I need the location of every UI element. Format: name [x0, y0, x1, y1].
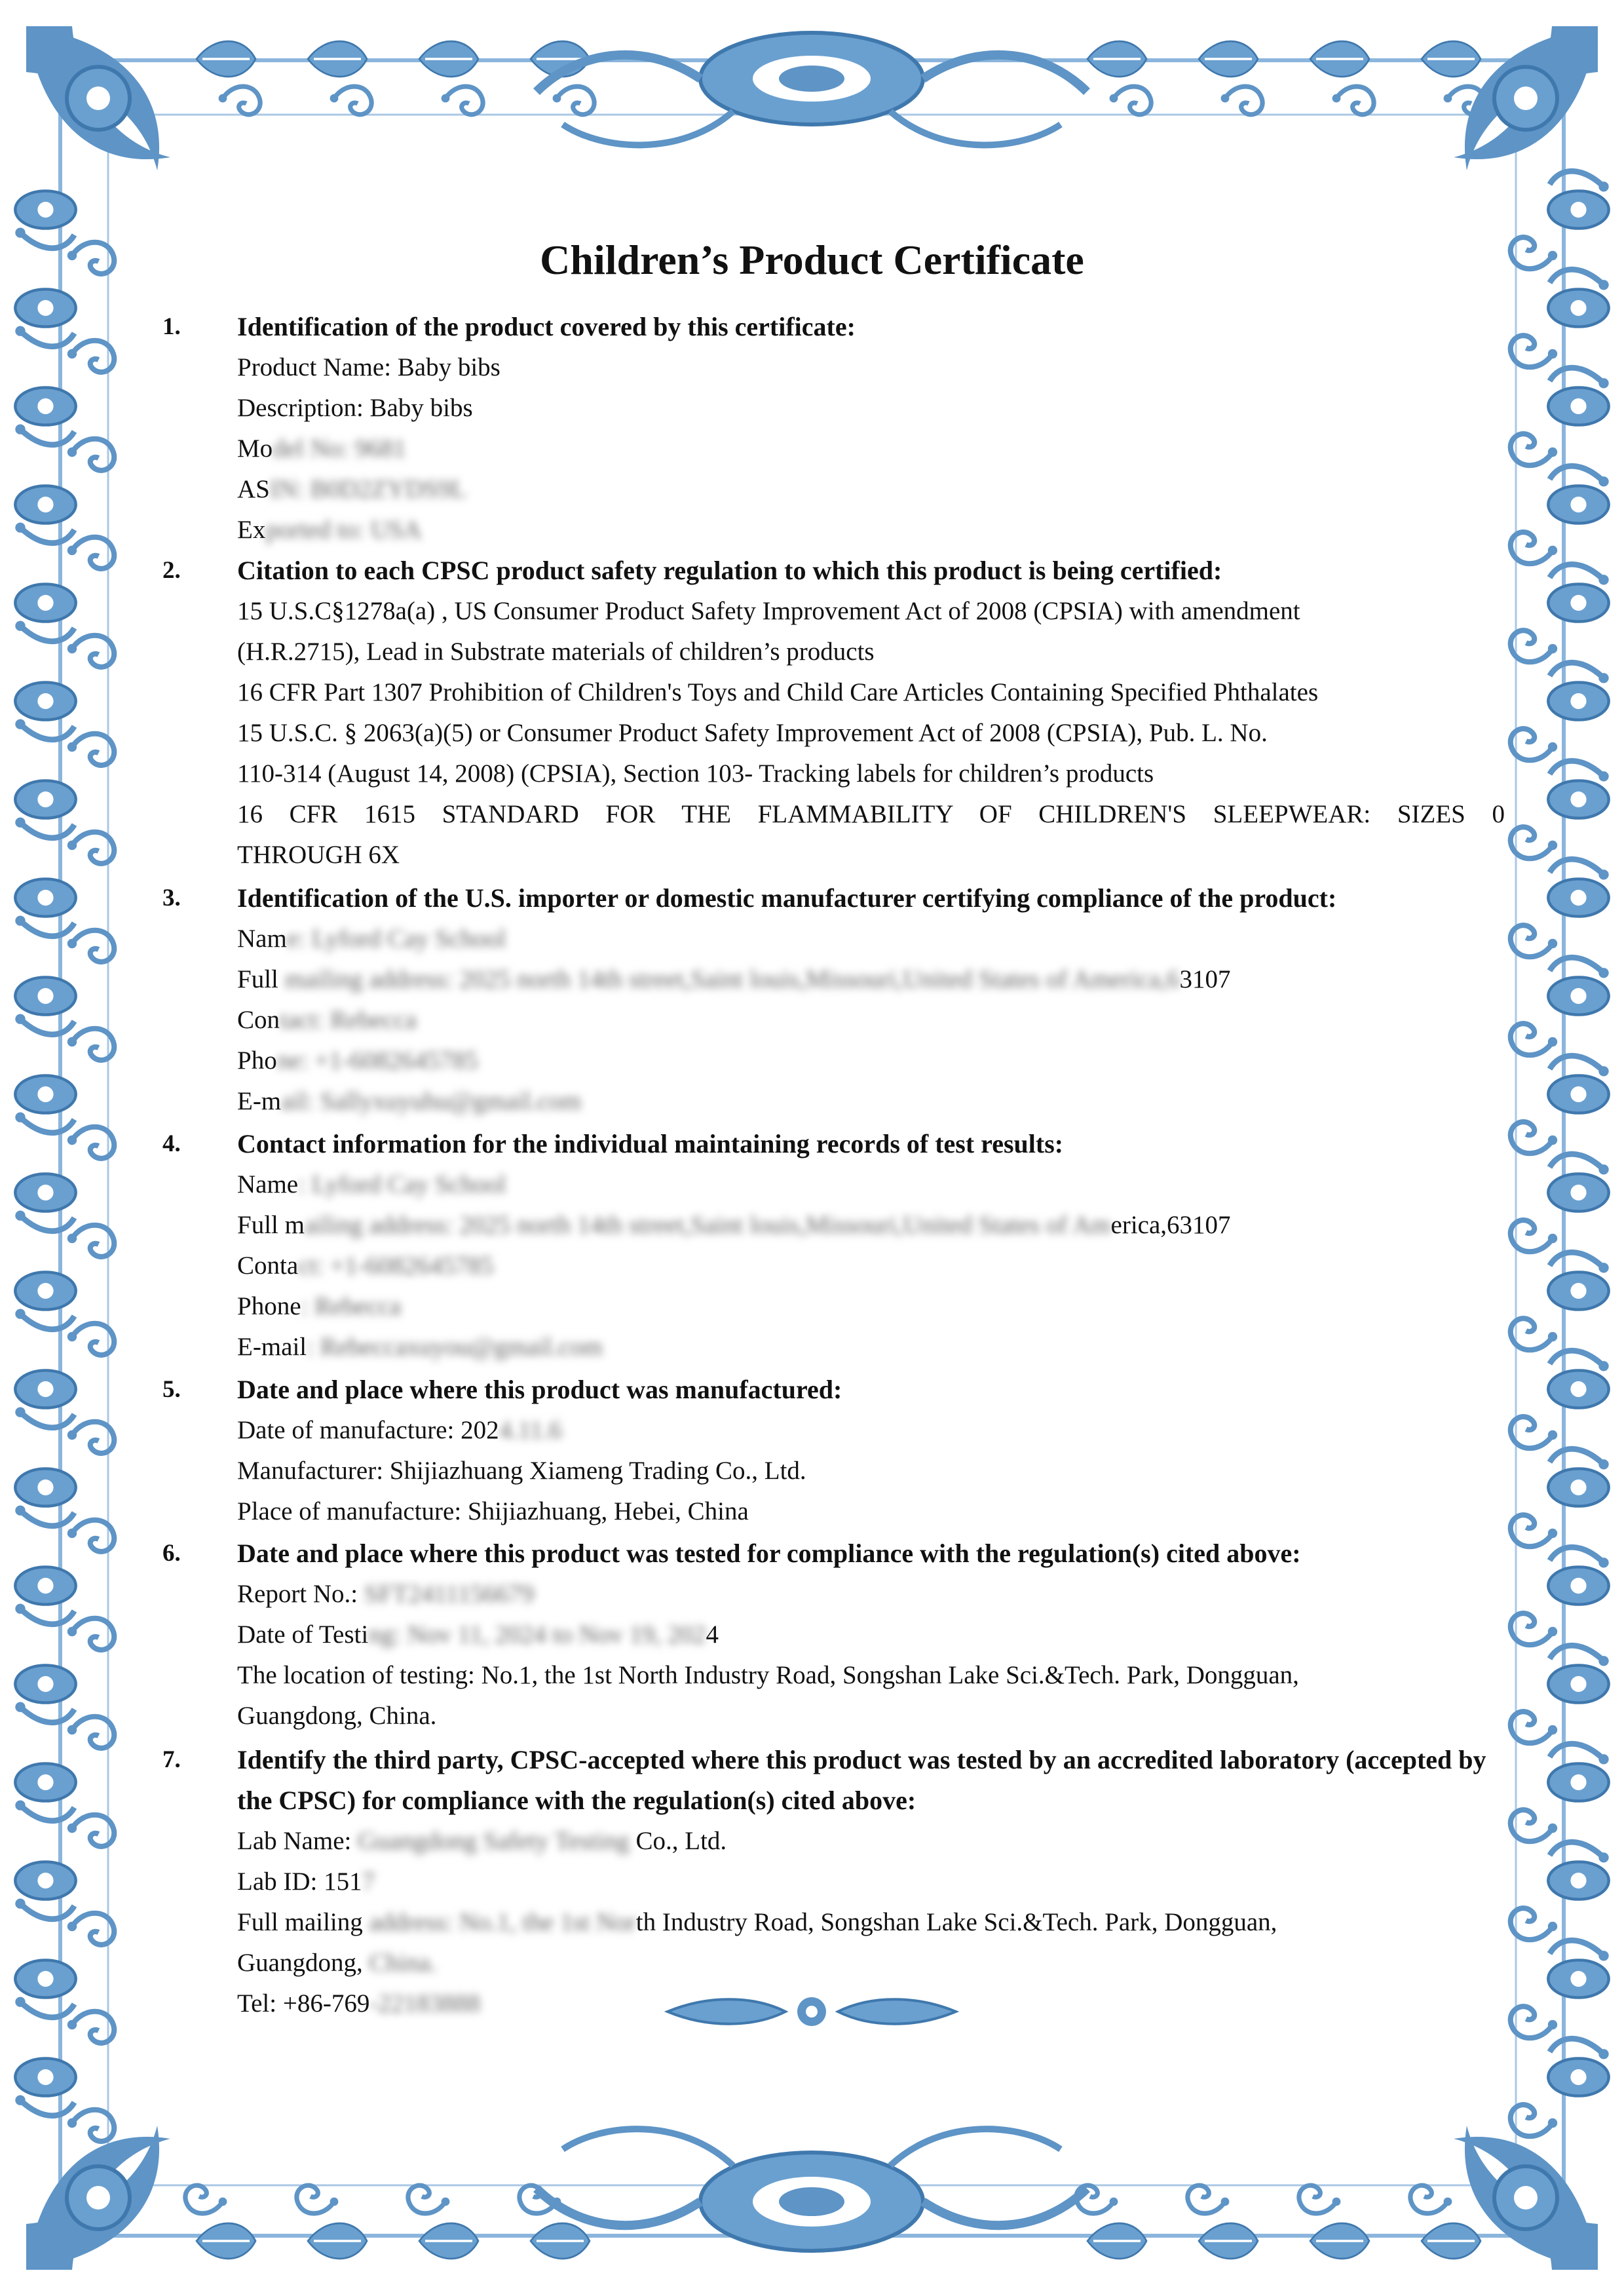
section-line	[237, 429, 1505, 469]
section-line	[237, 632, 1505, 672]
section-line	[237, 1655, 1505, 1696]
line-text: 16 CFR 1615 STANDARD FOR THE FLAMMABILITY OF CHILDREN'S SLEEPWEAR: SIZES 0	[237, 800, 1505, 828]
section-line	[237, 1327, 1505, 1368]
line-text-after: th Industry Road, Songshan Lake Sci.&Tech. Park, Dongguan,	[635, 1908, 1277, 1936]
section-line	[237, 919, 1505, 959]
line-text: E-mail	[237, 1333, 307, 1361]
section-line	[237, 959, 1505, 1000]
line-text: Manufacturer: Shijiazhuang Xiameng Trading Co., Ltd.	[237, 1457, 806, 1485]
redacted-text: e: Lyford Cay School	[286, 925, 506, 953]
line-text: 16 CFR Part 1307 Prohibition of Children's Toys and Child Care Articles Containing Specified Phthalates	[237, 678, 1319, 706]
line-text: Pho	[237, 1046, 277, 1075]
line-text: The location of testing: No.1, the 1st North Industry Road, Songshan Lake Sci.&Tech. Park, Dongguan,	[237, 1661, 1299, 1689]
section-line	[237, 1943, 1505, 1983]
section-line	[237, 1491, 1505, 1532]
redacted-text: -22183888	[369, 1989, 481, 2018]
line-text: Conta	[237, 1252, 299, 1280]
section-line	[237, 794, 1505, 835]
line-text: Place of manufacture: Shijiazhuang, Hebei, China	[237, 1497, 749, 1525]
section-heading: Contact information for the individual maintaining records of test results:	[237, 1129, 1064, 1158]
section-heading: Date and place where this product was tested for compliance with the regulation(s) cited above:	[237, 1539, 1301, 1568]
section-heading: Citation to each CPSC product safety regulation to which this product is being certified:	[237, 556, 1222, 585]
section-line	[237, 1081, 1505, 1122]
section-line	[237, 1041, 1505, 1081]
redacted-text: ct: +1-6082645785	[298, 1252, 494, 1280]
section-line	[237, 1246, 1505, 1286]
section-line	[237, 713, 1505, 754]
line-text: 15 U.S.C§1278a(a) , US Consumer Product Safety Improvement Act of 2008 (CPSIA) with amendment	[237, 597, 1300, 625]
redacted-text: : Rebecca	[301, 1292, 402, 1320]
section-line	[237, 1574, 1505, 1615]
section-number: 4.	[162, 1130, 181, 1157]
redacted-text: ng: Nov 11, 2024 to Nov 19, 202	[368, 1620, 706, 1649]
redacted-text: ported to: USA	[265, 516, 422, 544]
line-text: Full m	[237, 1211, 305, 1239]
section-heading: Identify the third party, CPSC-accepted where this product was tested by an accredited laboratory (accepted by the CPSC) for compliance with the regulation(s) cited above:	[237, 1745, 1486, 1815]
line-text: Report No.:	[237, 1580, 364, 1608]
section-line	[237, 591, 1505, 632]
line-text: AS	[237, 475, 270, 503]
line-text: Guangdong, China.	[237, 1702, 437, 1730]
section-line	[237, 388, 1505, 429]
section-heading: Date and place where this product was manufactured:	[237, 1375, 842, 1404]
section-line	[237, 1862, 1505, 1902]
line-text-after: 4	[706, 1620, 719, 1649]
line-text: Phone	[237, 1292, 301, 1320]
redacted-text: China.	[369, 1949, 437, 1977]
line-text: (H.R.2715), Lead in Substrate materials of children’s products	[237, 638, 875, 666]
section-line	[237, 1410, 1505, 1451]
redacted-text: : Lyford Cay School	[298, 1170, 506, 1198]
redacted-text: Guangdong Safety Testing	[358, 1827, 630, 1855]
section-line	[237, 1902, 1505, 1943]
redacted-text: tact: Rebecca	[280, 1006, 417, 1034]
redacted-text: address: No.1, the 1st Nor	[369, 1908, 636, 1936]
section-line	[237, 1205, 1505, 1246]
line-text: Date of Testi	[237, 1620, 369, 1649]
line-text: Con	[237, 1006, 280, 1034]
line-text: Full mailing	[237, 1908, 369, 1936]
line-text: 110-314 (August 14, 2008) (CPSIA), Section 103- Tracking labels for children’s products	[237, 759, 1154, 788]
line-text-after: erica,63107	[1110, 1211, 1231, 1239]
section-line	[237, 1696, 1505, 1736]
line-text: Tel: +86-769	[237, 1989, 370, 2018]
section-line	[237, 347, 1505, 388]
section-line	[237, 1000, 1505, 1041]
redacted-text: ail: Sallyxuyuhu@gmail.com	[281, 1087, 582, 1115]
section-number: 1.	[162, 313, 181, 340]
section-line	[237, 835, 1505, 875]
redacted-text: 7	[362, 1867, 375, 1896]
section-line	[237, 754, 1505, 794]
section-line	[237, 1615, 1505, 1655]
section-heading: Identification of the product covered by this certificate:	[237, 312, 856, 341]
line-text-after: Co., Ltd.	[629, 1827, 727, 1855]
line-text: E-m	[237, 1087, 282, 1115]
redacted-text: ailing address: 2025 north 14th street,Saint louis,Missouri,United States of Am	[304, 1211, 1111, 1239]
section-line	[237, 1821, 1505, 1862]
line-text: Lab Name:	[237, 1827, 358, 1855]
line-text-after: 3107	[1179, 965, 1231, 993]
line-text: Nam	[237, 925, 287, 953]
section-number: 2.	[162, 557, 181, 584]
redacted-text: SFT2411156679	[364, 1580, 535, 1608]
redacted-text: del No: 9681	[273, 434, 406, 463]
section-line	[237, 1451, 1505, 1491]
line-text: Guangdong,	[237, 1949, 369, 1977]
line-text: Ex	[237, 516, 266, 544]
redacted-text: IN: B0D2ZYDS9L	[269, 475, 466, 503]
line-text: Lab ID: 151	[237, 1867, 362, 1896]
line-text: Date of manufacture: 202	[237, 1416, 499, 1444]
section-number: 6.	[162, 1540, 181, 1567]
line-text: 15 U.S.C. § 2063(a)(5) or Consumer Product Safety Improvement Act of 2008 (CPSIA), Pub. L. No.	[237, 719, 1268, 747]
redacted-text: mailing address: 2025 north 14th street,Saint louis,Missouri,United States of America,6	[284, 965, 1180, 993]
line-text: THROUGH 6X	[237, 841, 400, 869]
section-line	[237, 672, 1505, 713]
redacted-text: 4.11.6	[499, 1416, 562, 1444]
section-line	[237, 510, 1505, 550]
line-text: Description: Baby bibs	[237, 394, 473, 422]
section-heading: Identification of the U.S. importer or domestic manufacturer certifying compliance of the product:	[237, 883, 1337, 913]
line-text: Product Name: Baby bibs	[237, 353, 500, 381]
redacted-text: ne: +1-6082645785	[276, 1046, 478, 1075]
line-text: Full	[237, 965, 285, 993]
page-title: Children’s Product Certificate	[540, 237, 1084, 283]
line-text: Mo	[237, 434, 273, 463]
section-number: 3.	[162, 885, 181, 911]
section-number: 7.	[162, 1746, 181, 1773]
section-line	[237, 1164, 1505, 1205]
redacted-text: : Rebeccaxuyou@gmail.com	[307, 1333, 603, 1361]
section-line	[237, 469, 1505, 510]
section-number: 5.	[162, 1376, 181, 1403]
section-line	[237, 1983, 1505, 2024]
section-line	[237, 1286, 1505, 1327]
line-text: Name	[237, 1170, 299, 1198]
